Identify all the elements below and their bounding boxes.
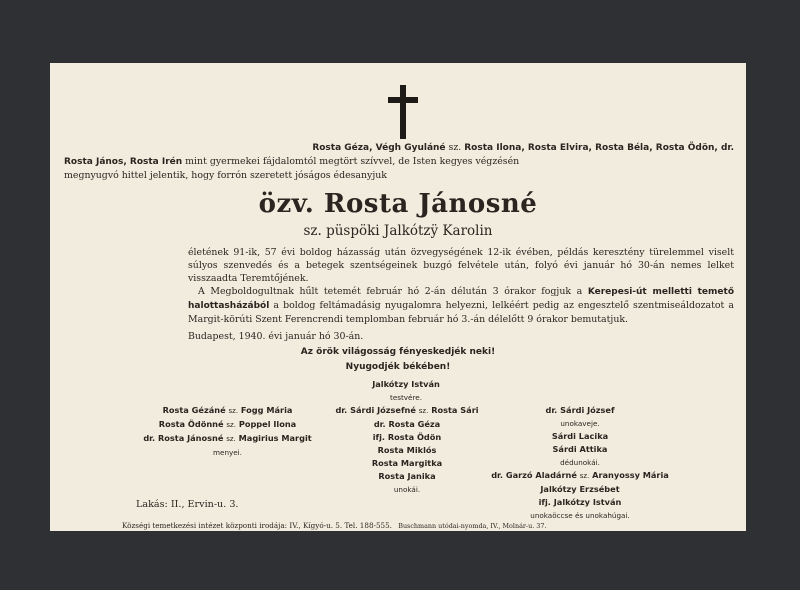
cemetery-location: Kerepesi-út melletti temető halottasházából [188,287,735,311]
obituary-body: életének 91-ik, 57 évi boldog házasság után özvegységének 12-ik évében, példás keresztény türelemmel viselt súlyos szenvedés és a betegek szentségeinek buzgó felvétele után, folyó évi január hó 30-án nemes lelket visszaadta Teremtőjének. A Megboldogultnak hűlt tetemét február hó 2-án délután 3 órakor fogjuk a Kerepesi-út melletti temető halottasházából a boldog feltámadásig nyugalomra helyezni, lelkéért pedig az engesztelő szentmiseáldozatot a Margit-körúti Szent Ferencrendi templomban február hó 3.-án délelőtt 9 órakor bemutatjuk. [188,247,735,325]
children-names-1: Rosta Géza, Végh Gyuláné [312,143,446,153]
sibling-block: Jalkótzy István testvére. [372,379,440,402]
children-names-3: Rosta János, Rosta Irén [64,157,183,167]
grandchildren: dr. Sárdi Józsefné sz. Rosta Sári dr. Rosta Géza ifj. Rosta Ödön Rosta Miklós Rosta Margitka Rosta Janika unokái. [335,405,479,494]
daughters-in-law: Rosta Gézáné sz. Fogg Mária Rosta Ödönné sz. Poppel Ilona dr. Rosta Jánosné sz. Magirius Margit menyei. [143,405,312,457]
blessing-line-2: Nyugodjék békében! [345,362,451,372]
children-names-2: Rosta Ilona, Rosta Elvira, Rosta Béla, Rosta Ödön, dr. [464,143,734,153]
notice-date: Budapest, 1940. évi január hó 30-án. [188,331,364,342]
cross-icon [388,85,418,139]
printer-info: Buschmann utódai-nyomda, IV., Molnár-u. 37. [398,522,547,530]
blessing-line-1: Az örök világosság fényeskedjék neki! [300,347,496,357]
intro-text: Rosta Géza, Végh Gyuláné sz. Rosta Ilona, Rosta Elvira, Rosta Béla, Rosta Ödön, dr. Rosta János, Rosta Irén mint gyermekei fájdalomtól megtört szívvel, de Isten kegyes végzésén megnyugvó hittel jelentik, hogy forrón szeretett jóságos édesanyjuk [64,142,734,181]
other-relatives: dr. Sárdi József unokaveje. Sárdi Lacika Sárdi Attika dédunokái. dr. Garzó Aladárné sz. Aranyossy Mária Jalkótzy Erzsébet ifj. Jalkótzy István unokaöccse és unokahúgai. [491,405,669,520]
obituary-notice [50,63,746,531]
footer-credits [122,521,740,530]
deceased-name: özv. Rosta Jánosné [258,189,538,219]
deceased-maiden-name: sz. püspöki Jalkótzÿ Karolin [303,223,493,239]
funeral-home-info: Községi temetkezési intézet központi irodája: IV., Kígyó-u. 5. Tel. 188-555. [122,521,392,530]
home-address: Lakás: II., Ervin-u. 3. [136,499,239,510]
